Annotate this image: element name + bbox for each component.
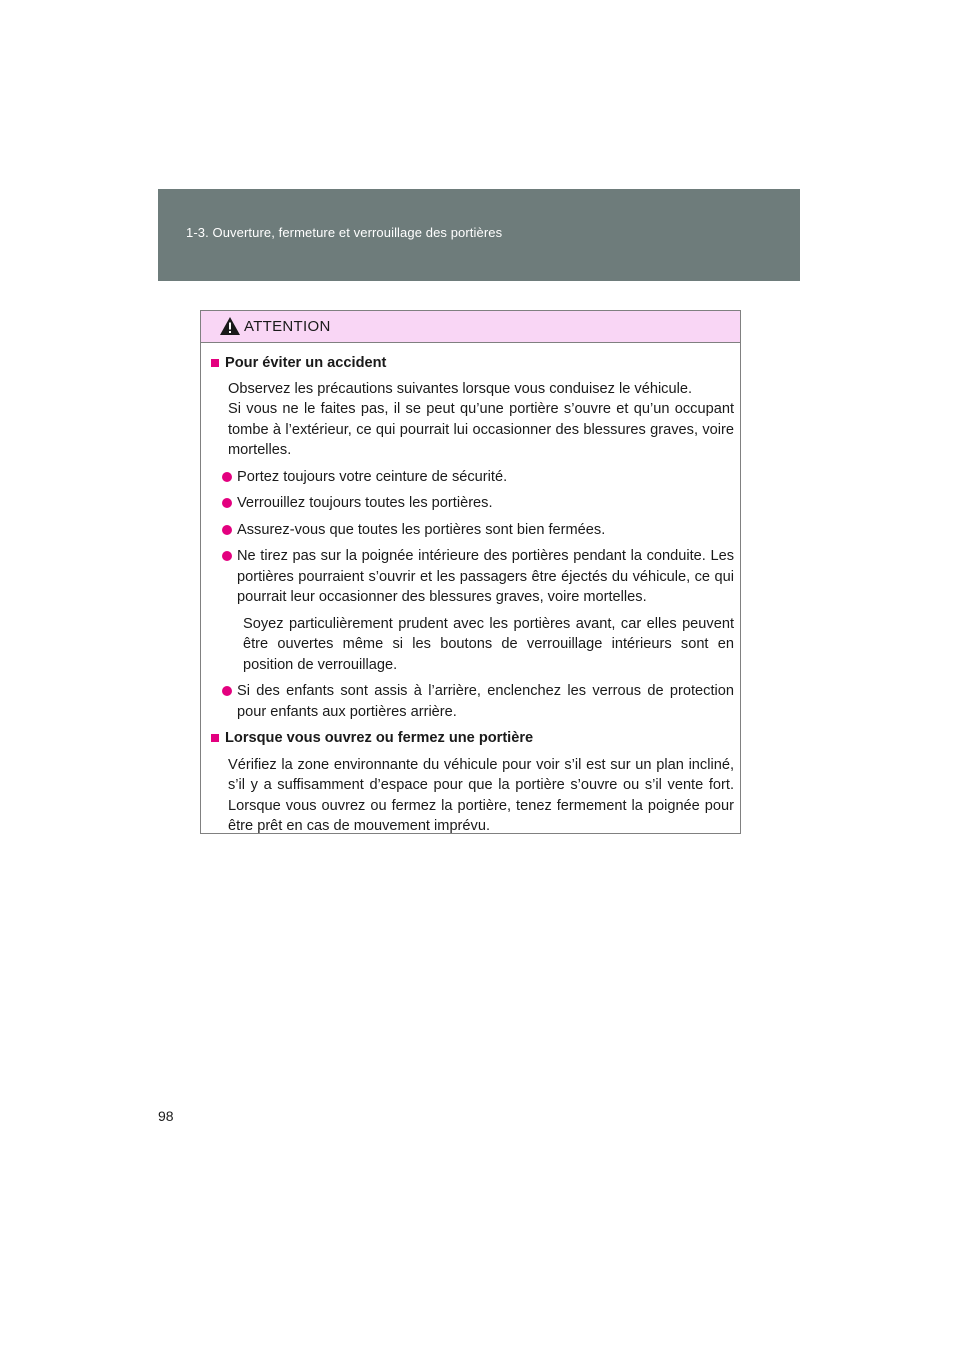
section-heading-text: Lorsque vous ouvrez ou fermez une portière — [225, 730, 534, 746]
round-bullet-icon — [222, 686, 232, 696]
page-number: 98 — [158, 1108, 174, 1124]
square-bullet-icon — [211, 734, 219, 742]
section-heading-accident — [211, 353, 734, 374]
section-heading-text: Pour éviter un accident — [225, 355, 387, 371]
section-header-band — [158, 189, 800, 281]
warning-header — [201, 311, 740, 343]
intro-line-2: Si vous ne le faites pas, il se peut qu’une portière s’ouvre et qu’un occupant tombe à l’extérieur, ce qui pourrait lui occasionner des blessures graves, voire mortelles. — [228, 401, 734, 458]
intro-line-1: Observez les précautions suivantes lorsque vous conduisez le véhicule. — [228, 380, 693, 397]
bullet-text: Ne tirez pas sur la poignée intérieure des portières pendant la conduite. Les portières pourraient s’ouvrir et les passagers être éjectés du véhicule, ce qui pourrait leur occasionner des blessures graves, voire mortelles. — [237, 548, 734, 605]
list-item — [211, 493, 734, 514]
list-item — [211, 681, 734, 722]
square-bullet-icon — [211, 359, 219, 367]
round-bullet-icon — [222, 525, 232, 535]
round-bullet-icon — [222, 498, 232, 508]
bullet-text: Assurez-vous que toutes les portières sont bien fermées. — [237, 521, 606, 538]
warning-title: ATTENTION — [244, 318, 331, 335]
list-item — [211, 467, 734, 488]
intro-paragraph — [211, 379, 734, 461]
round-bullet-icon — [222, 551, 232, 561]
bullet-text: Portez toujours votre ceinture de sécurité. — [237, 468, 508, 485]
list-item — [211, 546, 734, 608]
door-paragraph: Vérifiez la zone environnante du véhicule pour voir s’il est sur un plan incliné, s’il y a suffisamment d’espace pour que la portière s’ouvre ou s’il vente fort. Lorsque vous ouvrez ou fermez la portière, tenez fermement la poignée pour être prêt en cas de mouvement imprévu. — [228, 756, 734, 834]
warning-box — [200, 310, 741, 834]
list-item — [211, 520, 734, 541]
warning-body — [201, 343, 740, 837]
section-title: 1-3. Ouverture, fermeture et verrouillage des portières — [186, 225, 503, 240]
round-bullet-icon — [222, 472, 232, 482]
warning-triangle-icon — [219, 316, 241, 336]
bullet-text: Verrouillez toujours toutes les portières. — [237, 495, 493, 511]
bullet-note: Soyez particulièrement prudent avec les portières avant, car elles peuvent être ouvertes même si les boutons de verrouillage intérieurs sont en position de verrouillage. — [243, 615, 734, 673]
bullet-text: Si des enfants sont assis à l’arrière, enclenchez les verrous de protection pour enfants aux portières arrière. — [237, 683, 734, 720]
section-heading-door — [211, 728, 734, 749]
